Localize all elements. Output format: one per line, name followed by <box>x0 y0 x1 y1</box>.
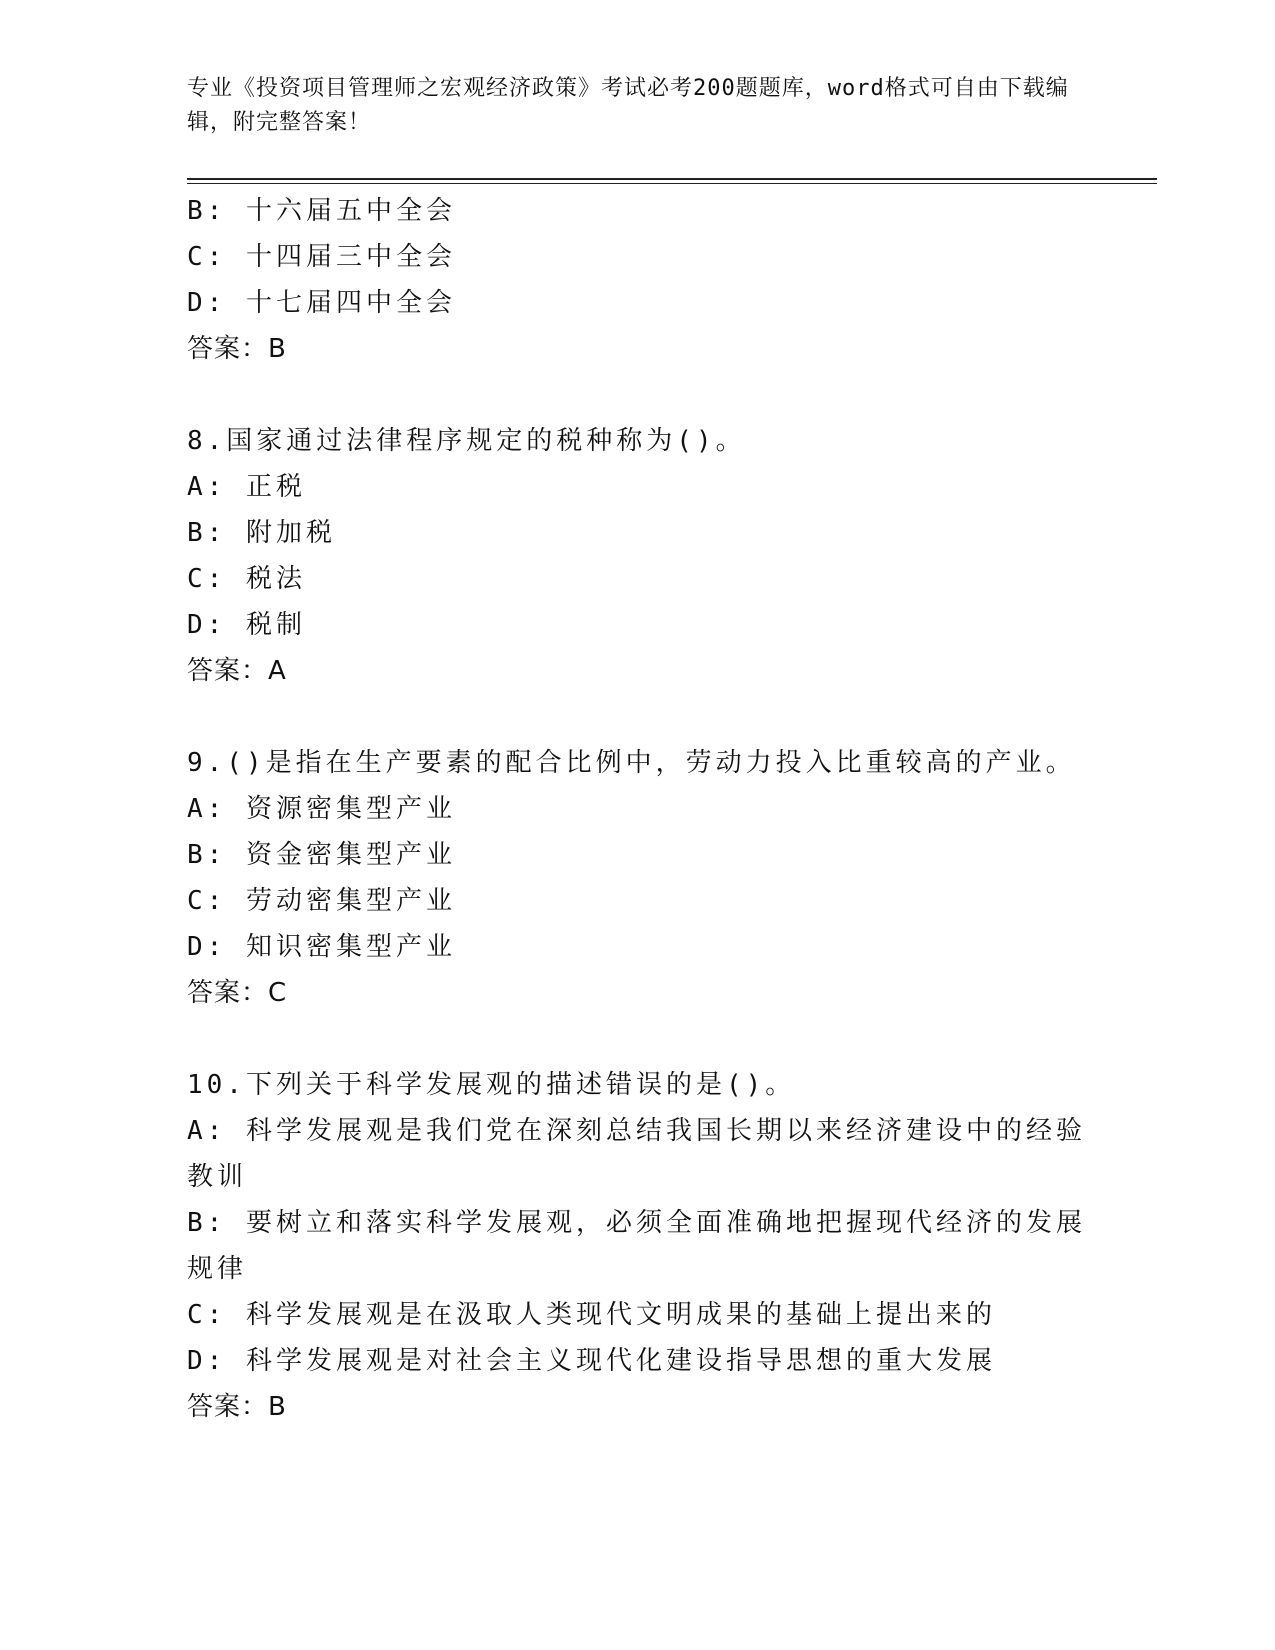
question-stem: 8.国家通过法律程序规定的税种称为()。 <box>187 426 746 456</box>
option-c: C: 劳动密集型产业 <box>187 886 456 916</box>
option-d: D: 税制 <box>187 610 306 640</box>
option-b: B: 附加税 <box>187 518 336 548</box>
option-d: D: 科学发展观是对社会主义现代化建设指导思想的重大发展 <box>187 1346 996 1376</box>
header-divider-thin <box>187 183 1157 184</box>
option-b: B: 要树立和落实科学发展观，必须全面准确地把握现代经济的发展规律 <box>187 1208 1086 1284</box>
header-divider-thick <box>187 178 1157 180</box>
option-d: D: 十七届四中全会 <box>187 288 456 318</box>
answer-line: 答案：B <box>187 334 287 364</box>
option-c: C: 十四届三中全会 <box>187 242 456 272</box>
answer-line: 答案：C <box>187 978 288 1008</box>
question-stem: 10.下列关于科学发展观的描述错误的是()。 <box>187 1070 796 1100</box>
answer-line: 答案：A <box>187 656 287 686</box>
question-8 <box>187 418 1087 694</box>
carryover-question <box>187 188 1087 372</box>
option-a: A: 科学发展观是我们党在深刻总结我国长期以来经济建设中的经验教训 <box>187 1116 1086 1192</box>
option-a: A: 资源密集型产业 <box>187 794 456 824</box>
option-d: D: 知识密集型产业 <box>187 932 456 962</box>
option-b: B: 资金密集型产业 <box>187 840 456 870</box>
option-a: A: 正税 <box>187 472 306 502</box>
document-header: 专业《投资项目管理师之宏观经济政策》考试必考200题题库，word格式可自由下载编辑，附完整答案！ <box>187 76 1069 135</box>
question-list <box>187 188 1087 1430</box>
question-9 <box>187 740 1087 1016</box>
option-b: B: 十六届五中全会 <box>187 196 456 226</box>
question-stem: 9.()是指在生产要素的配合比例中，劳动力投入比重较高的产业。 <box>187 748 1076 778</box>
answer-line: 答案：B <box>187 1392 287 1422</box>
question-10 <box>187 1062 1087 1430</box>
option-c: C: 税法 <box>187 564 306 594</box>
option-c: C: 科学发展观是在汲取人类现代文明成果的基础上提出来的 <box>187 1300 996 1330</box>
